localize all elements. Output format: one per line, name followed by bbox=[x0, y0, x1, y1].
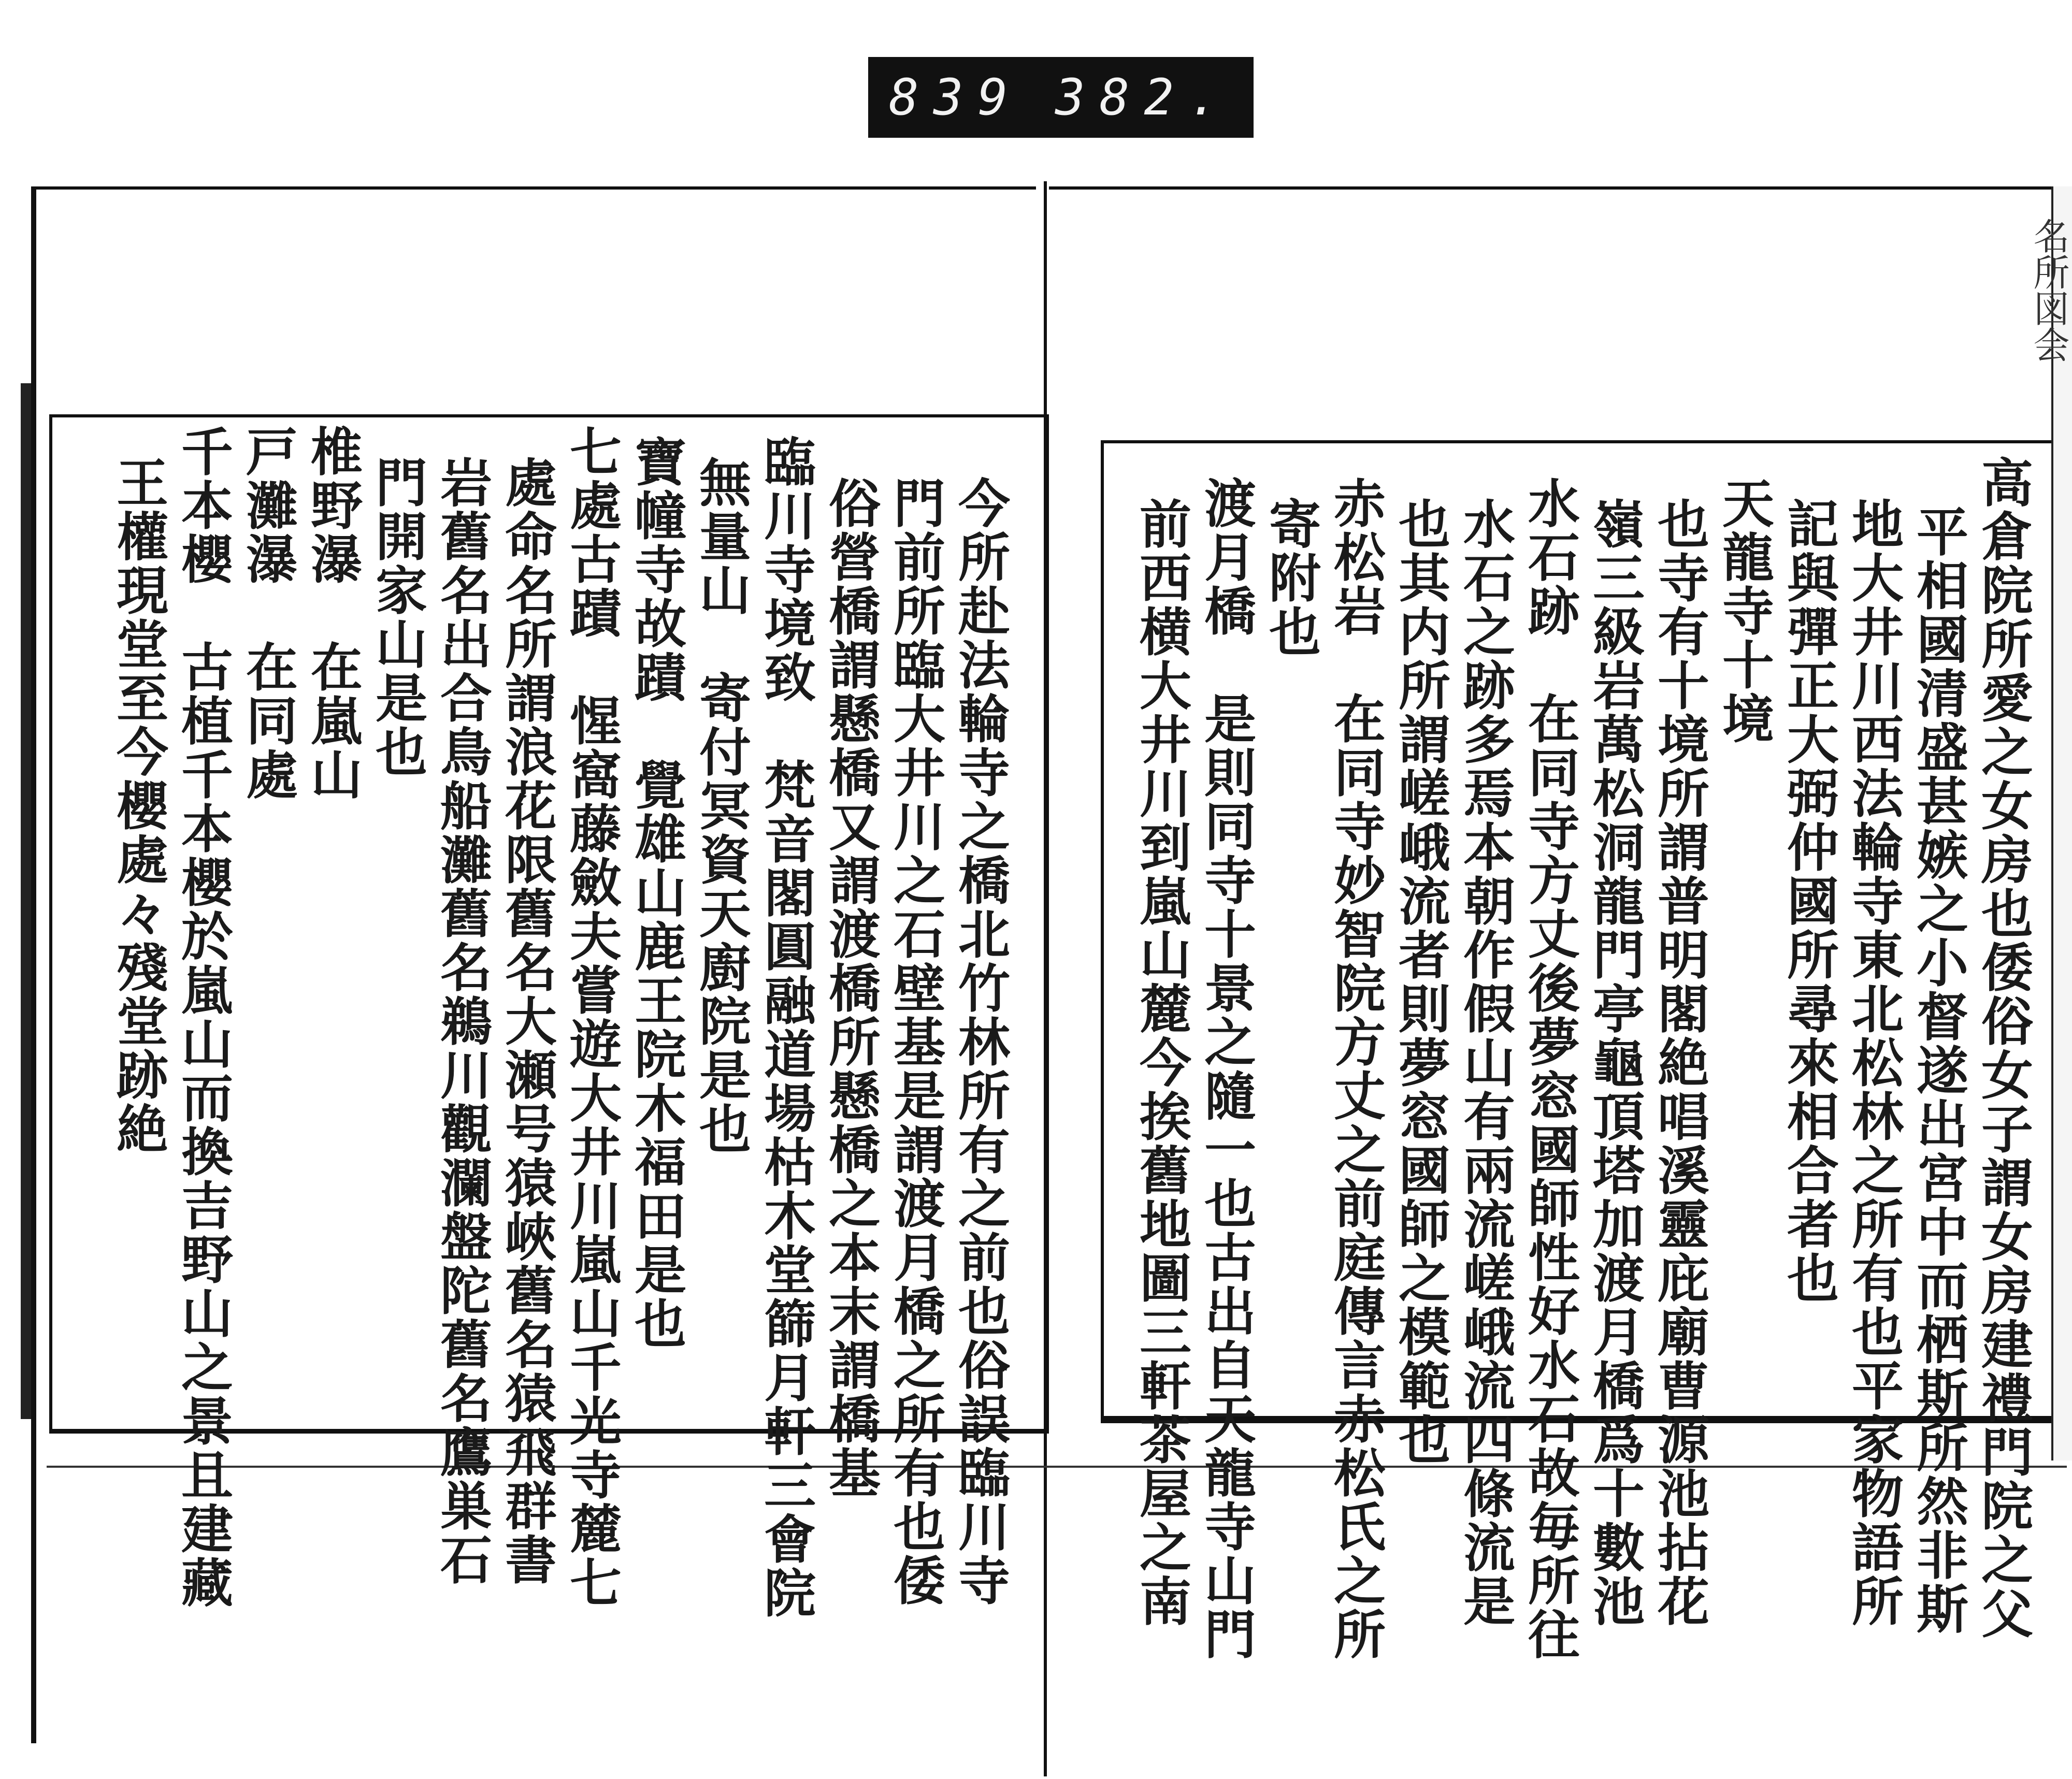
text-column: 七處古蹟 惺窩藤斂夫嘗遊大井川嵐山千光寺麓七 bbox=[561, 425, 622, 1610]
catalog-number-left: 839 bbox=[889, 68, 1023, 126]
page-bottom-edge bbox=[47, 1466, 2067, 1468]
text-column: 今所赴法輪寺之橋北竹林所有之前也俗誤臨川寺 bbox=[949, 476, 1011, 1608]
text-column: 水石跡 在同寺方丈後夢窓國師性好水石故毎所往 bbox=[1519, 476, 1580, 1661]
text-column: 千本櫻 古植千本櫻於嵐山而換吉野山之景且建藏 bbox=[172, 425, 234, 1610]
text-column: 渡月橋 是則同寺十景之隨一也古出自天龍寺山門 bbox=[1196, 476, 1257, 1661]
text-column: 處命名所謂浪花限舊名大瀬号猿峽舊名猿飛群書 bbox=[496, 456, 557, 1587]
text-column: 高倉院所愛之女房也倭俗女子謂女房建禮門院之父 bbox=[1973, 456, 2034, 1641]
text-column: 椎野瀑 在嵐山 bbox=[302, 425, 363, 802]
text-column: 寄附也 bbox=[1260, 497, 1321, 659]
text-column: 門前所臨大井川之石壁基是謂渡月橋之所有也倭 bbox=[885, 476, 946, 1608]
text-column: 前西横大井川到嵐山麓今挨舊地圖三軒茶屋之南 bbox=[1131, 497, 1192, 1628]
text-column: 臨川寺境致 梵音閣圓融道場枯木堂篩月軒三會院 bbox=[755, 435, 816, 1620]
text-column: 水石之跡多焉本朝作假山有兩流嵯峨流四條流是 bbox=[1455, 497, 1516, 1628]
text-column: 戸灘瀑 在同處 bbox=[237, 425, 298, 802]
text-column: 王權現堂至今櫻處々殘堂跡絶 bbox=[108, 456, 169, 1156]
text-column: 赤松岩 在同寺妙智院方丈之前庭傳言赤松氏之所 bbox=[1325, 476, 1386, 1661]
text-column: 平相國清盛甚嫉之小督遂出宮中而栖斯所然非斯 bbox=[1908, 505, 1969, 1636]
text-column: 無量山 寄付冥資天廚院是也 bbox=[690, 456, 752, 1156]
text-column: 記與彈正大弼仲國所尋來相合者也 bbox=[1778, 497, 1839, 1305]
text-column: 也寺有十境所謂普明閣絶唱溪靈庇廟曹源池拈花 bbox=[1649, 497, 1710, 1628]
text-column: 也其内所謂嵯峨流者則夢窓國師之模範也 bbox=[1390, 497, 1451, 1467]
fore-edge-strip bbox=[2051, 186, 2072, 1460]
text-column: 俗營橋謂懸橋又謂渡橋所懸橋之本末謂橋基 bbox=[820, 476, 881, 1500]
text-column: 岩舊名出合鳥船灘舊名鵜川觀瀾盤陀舊名鷹巣石 bbox=[431, 456, 493, 1587]
fore-edge-title: 名所図会 bbox=[2027, 218, 2070, 363]
text-column: 嶺三級岩萬松洞龍門亭龜頂塔加渡月橋爲十數池 bbox=[1584, 497, 1645, 1628]
catalog-label bbox=[868, 57, 1254, 138]
text-column: 天龍寺十境 bbox=[1714, 476, 1775, 746]
catalog-number-right: 382. bbox=[1055, 68, 1233, 126]
text-column: 寶幢寺故蹟 覺雄山鹿王院木福田是也 bbox=[626, 435, 687, 1351]
open-book bbox=[21, 186, 2070, 1745]
text-column: 地大井川西法輪寺東北松林之所有也平家物語所 bbox=[1843, 497, 1904, 1628]
text-column: 門開家山是也 bbox=[367, 456, 428, 779]
